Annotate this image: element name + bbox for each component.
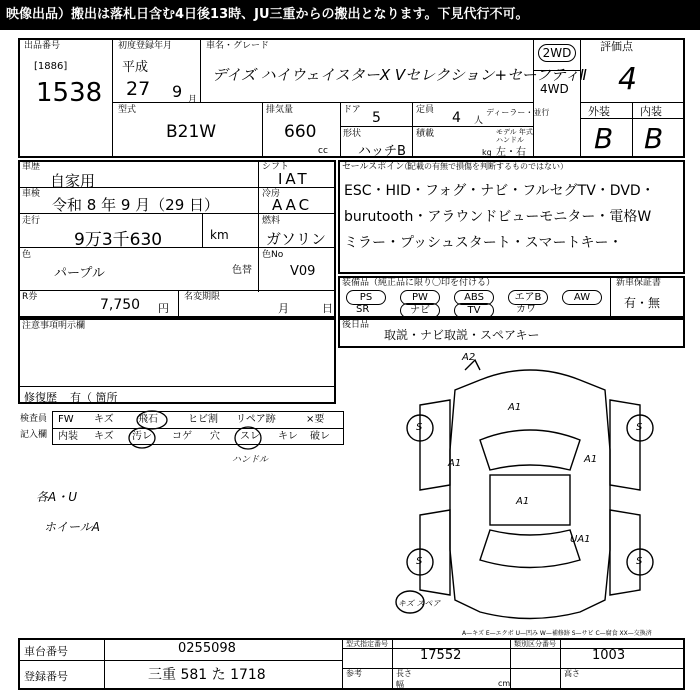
equipment-label: 装備品（純正品に限り〇印を付ける） [342,278,496,288]
kinyu-kizu: キズ [94,431,114,442]
mark-s-rl: S [416,556,423,567]
equip-leather: カワ [516,304,536,315]
recycle-value: 7,750 [100,297,141,313]
capacity-value: 4 [452,110,461,126]
spare-note: キズ スペア [398,599,441,608]
auction-notice-banner: 映像出品）搬出は落札日含む4日後13時、JU三重からの搬出となります。下見代行不可。 [0,0,700,30]
after-label: 後日品 [342,320,370,330]
equip-navi: ナビ [400,303,440,318]
color-label: 色 [22,250,32,260]
score-label: 評価点 [600,40,633,53]
fuel-label: 燃料 [262,216,281,226]
dim-width: 幅 [396,680,404,689]
load-label: 積載 [416,129,435,139]
displacement-label: 排気量 [266,105,294,115]
mark-a1-top: A1 [508,402,522,413]
mileage-unit: km [210,228,229,242]
notes-label: 注意事項明示欄 [22,321,86,331]
first-reg-label: 初度登録年月 [118,41,173,51]
inspection-value: 令和 8 年 9 月（29 日） [52,196,220,214]
handle-label: モデル 年式 ハンドル [496,128,533,144]
doors-value: 5 [372,110,381,126]
equip-ps: PS [346,290,386,305]
note-1: 各A・U [36,490,77,504]
reg-label: 登録番号 [24,670,68,683]
reg-value: 三重 581 た 1718 [148,667,266,683]
color-value: パープル [54,266,105,281]
mark-a1-right: A1 [584,454,598,465]
dim-length: 長さ [396,669,412,678]
mark-s-rr: S [636,556,643,567]
transfer-day: 日 [322,302,333,315]
handle-value: 左・右 [496,147,526,158]
usage-value: 自家用 [50,172,96,190]
kensa-hibi: ヒビ割 [188,414,218,425]
transfer-label: 名変期限 [184,292,221,302]
model-label: 型式 [118,105,137,115]
first-reg-era: 平成 [122,60,149,75]
kinyu-ana: 穴 [210,431,220,442]
fuel-value: ガソリン [266,230,327,248]
dim-unit: cm [498,679,511,688]
sales-point-line-2: burutooth・アラウンドビューモニター・電格W [344,209,652,225]
capacity-unit: 人 [474,116,484,126]
car-name-value: デイズ ハイウェイスターX Vセレクション+セーフティⅡ [212,66,587,84]
kinyu-yogore: 汚レ [132,431,152,442]
class-no-value: 1003 [592,648,626,663]
damage-legend: A—キズ E—エクボ U—凹み W—補修跡 S—サビ C—腐食 XX—交換済 [462,630,652,637]
interior-label: 内装 [640,105,662,118]
model-value: B21W [166,122,217,142]
exterior-label: 外装 [588,105,610,118]
aircon-label: 冷房 [262,189,281,199]
inspection-label: 車検 [22,189,41,199]
load-unit: kg [482,148,492,157]
displacement-value: 660 [284,122,317,142]
shift-value: IAT [278,170,310,188]
equip-airbag: エアB [508,290,548,305]
mark-s-fr: S [636,422,643,433]
handle-note: ハンドル [232,455,269,465]
mileage-value: 9万3千630 [74,230,163,250]
dim-ref: 参考 [346,669,362,678]
note-2: ホイールA [44,520,100,534]
sales-point-line-1: ESC・HID・フォグ・ナビ・フルセグTV・DVD・ [344,183,655,199]
mark-a2: A2 [462,352,476,363]
shift-label: シフト [262,162,290,172]
repair-history: 修復歴 [24,391,57,404]
warranty-value: 有・無 [624,296,661,310]
color-change-label: 色替 [232,265,252,276]
lot-number: 1538 [36,78,103,108]
car-name-label: 車名・グレード [206,41,270,51]
transfer-month: 月 [278,302,289,315]
mark-s-fl: S [416,422,423,433]
first-reg-month-unit: 月 [188,95,198,105]
kinyu-yabure: 破レ [310,431,330,442]
type-no-value: 17552 [420,648,462,663]
sales-points-label: セールスポイント [342,162,414,172]
class-no-label: 類別区分番号 [514,640,556,648]
recycle-label: R券 [22,292,38,302]
kinyu-label: 記入欄 [20,430,48,440]
first-reg-year: 27 [126,78,151,100]
shape-value: ハッチB [358,144,406,159]
repair-value: 有（ 箇所 [70,391,118,404]
dealer-label: ディーラー・並行 [486,108,550,117]
recycle-unit: 円 [158,302,169,315]
kinyu-kire: キレ [278,431,298,442]
first-reg-month: 9 [172,82,183,101]
equip-abs: ABS [454,290,494,305]
mark-ua1: UA1 [570,534,591,545]
equip-tv: TV [454,303,494,318]
chassis-label: 車台番号 [24,645,68,658]
kinyu-sure: スレ [240,431,260,442]
chassis-value: 0255098 [178,641,236,656]
mark-a1-roof: A1 [516,496,530,507]
kinyu-koge: コゲ [172,431,192,442]
color-no-label: 色No [262,250,284,260]
aircon-value: AAC [272,196,313,214]
usage-label: 車歴 [22,162,41,172]
exterior-grade: B [594,122,614,155]
drive-4wd: 4WD [540,82,569,96]
sales-point-line-3: ミラー・プッシュスタート・スマートキー・ [344,235,623,251]
equip-sr: SR [356,304,370,315]
mark-a1-left: A1 [448,458,462,469]
shape-label: 形状 [343,129,362,139]
score-value: 4 [618,62,638,97]
warranty-label: 新車保証書 [616,278,662,288]
after-value: 取説・ナビ取説・スペアキー [384,328,540,342]
capacity-label: 定員 [416,105,435,115]
mileage-label: 走行 [22,216,41,226]
type-no-label: 型式指定番号 [346,640,388,648]
kensa-label: 検査員 [20,414,48,424]
drive-2wd-circled: 2WD [538,44,576,62]
kensa-yo: ×要 [306,414,325,425]
interior-grade: B [644,122,664,155]
displacement-unit: cc [318,146,328,156]
sales-points-sub: （記載の有無で損傷を判断するものではない） [400,162,568,171]
kensa-kizu: キズ [94,414,114,425]
kinyu-naiso: 内装 [58,431,78,442]
kensa-tobiishi: 飛石 [138,414,158,425]
doors-label: ドア [343,105,361,115]
dim-height: 高さ [564,669,580,678]
equip-pw: PW [400,290,440,305]
kensa-fw: FW [58,414,74,425]
color-no-value: V09 [290,264,316,279]
lot-label: 出品番号 [24,41,61,51]
equip-aw: AW [562,290,602,305]
lot-sub: [1886] [34,61,68,72]
car-damage-diagram [380,350,690,630]
kensa-repair: リペア跡 [236,414,276,425]
